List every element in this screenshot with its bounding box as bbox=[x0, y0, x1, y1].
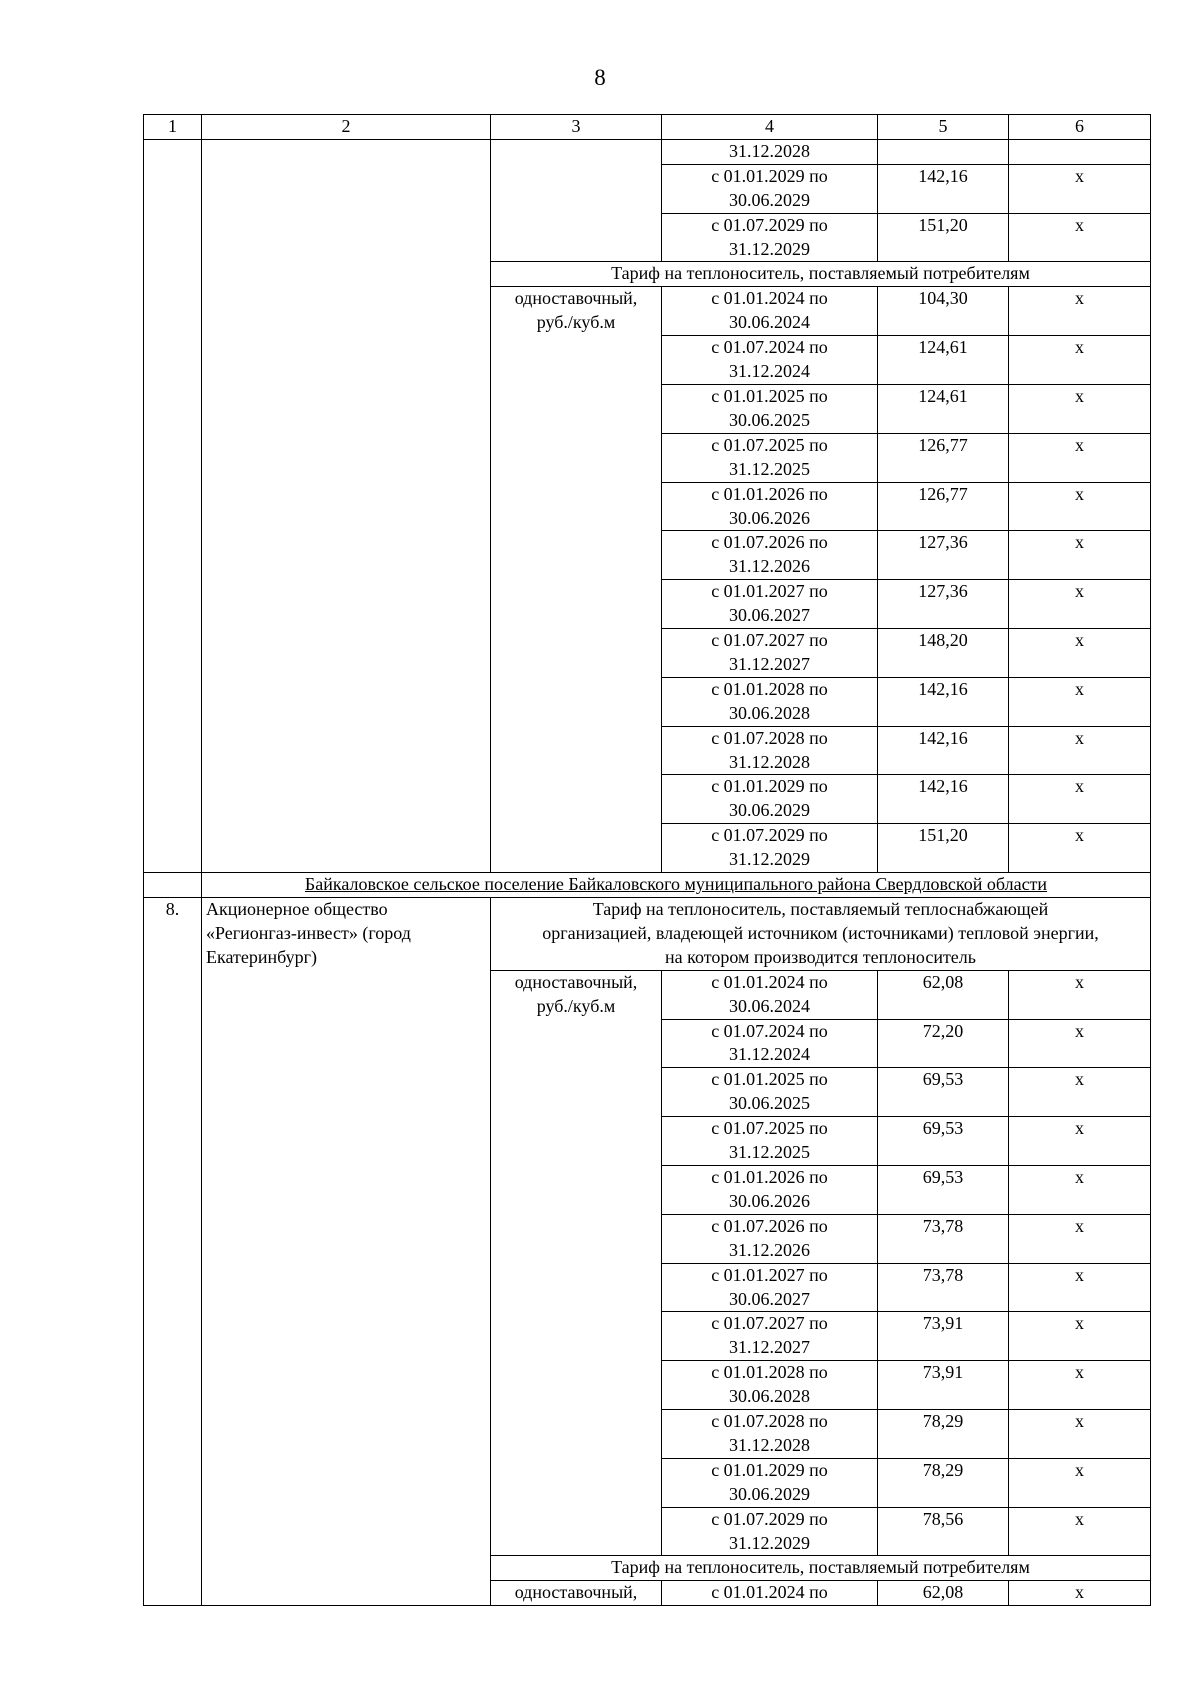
tariff-value: 124,61 bbox=[878, 384, 1009, 433]
text-line: 31.12.2028 bbox=[729, 1434, 810, 1455]
tariff-title-row bbox=[144, 898, 1151, 971]
table-body bbox=[144, 139, 1151, 1605]
column-number: 1 bbox=[144, 115, 202, 140]
mark-cell: х bbox=[1009, 775, 1151, 824]
tariff-value: 73,78 bbox=[878, 1214, 1009, 1263]
period-cell bbox=[662, 1068, 878, 1117]
text-line: с 01.07.2025 по bbox=[711, 434, 828, 455]
text-line: 31.12.2029 bbox=[729, 1532, 810, 1553]
text-line: руб./куб.м bbox=[536, 995, 616, 1016]
mark-cell: х bbox=[1009, 970, 1151, 1019]
text-line: с 01.01.2027 по bbox=[711, 581, 828, 602]
mark-cell: х bbox=[1009, 1019, 1151, 1068]
mark-cell: х bbox=[1009, 1507, 1151, 1556]
tariff-value: 72,20 bbox=[878, 1019, 1009, 1068]
period-cell bbox=[662, 775, 878, 824]
period-cell bbox=[662, 1507, 878, 1556]
period-cell bbox=[662, 384, 878, 433]
text-line: с 01.01.2024 по bbox=[711, 1582, 828, 1603]
mark-cell: х bbox=[1009, 336, 1151, 385]
text-line: с 01.07.2029 по bbox=[711, 825, 828, 846]
text-line: с 01.01.2028 по bbox=[711, 1362, 828, 1383]
text-line: с 01.07.2027 по bbox=[711, 1313, 828, 1334]
text-line: с 01.07.2024 по bbox=[711, 337, 828, 358]
text-line: с 01.01.2026 по bbox=[711, 1166, 828, 1187]
text-line: на котором производится теплоноситель bbox=[665, 946, 976, 967]
tariff-value: 69,53 bbox=[878, 1165, 1009, 1214]
text-line: организацией, владеющей источником (источниками) тепловой энергии, bbox=[542, 922, 1099, 943]
page-number: 8 bbox=[594, 65, 606, 90]
text-line: с 01.01.2028 по bbox=[711, 678, 828, 699]
text-line: с 01.01.2029 по bbox=[711, 1459, 828, 1480]
text-line: 31.12.2027 bbox=[729, 653, 810, 674]
mark-cell: х bbox=[1009, 824, 1151, 873]
rate-type-cell bbox=[491, 970, 662, 1556]
text-line: 31.12.2025 bbox=[729, 458, 810, 479]
organization-cell bbox=[202, 898, 491, 1606]
rate-type-cell bbox=[491, 139, 662, 262]
mark-cell: х bbox=[1009, 1312, 1151, 1361]
tariff-value: 78,56 bbox=[878, 1507, 1009, 1556]
column-number: 4 bbox=[662, 115, 878, 140]
text-line: 31.12.2025 bbox=[729, 1142, 810, 1163]
text-line: с 01.07.2028 по bbox=[711, 1411, 828, 1432]
period-cell bbox=[662, 1117, 878, 1166]
tariff-value bbox=[878, 139, 1009, 164]
tariff-value: 73,91 bbox=[878, 1312, 1009, 1361]
text-line: 31.12.2029 bbox=[729, 849, 810, 870]
period-cell bbox=[662, 482, 878, 531]
text-line: с 01.07.2026 по bbox=[711, 1215, 828, 1236]
rate-type-cell bbox=[491, 1581, 662, 1606]
tariff-value: 126,77 bbox=[878, 482, 1009, 531]
text-line: 31.12.2028 bbox=[729, 751, 810, 772]
tariff-value: 142,16 bbox=[878, 726, 1009, 775]
period-cell bbox=[662, 287, 878, 336]
tariff-value: 124,61 bbox=[878, 336, 1009, 385]
tariff-value: 126,77 bbox=[878, 433, 1009, 482]
text-line: 30.06.2029 bbox=[729, 189, 810, 210]
text-line: 30.06.2029 bbox=[729, 1483, 810, 1504]
period-cell bbox=[662, 336, 878, 385]
period-cell bbox=[662, 970, 878, 1019]
text-line: 30.06.2028 bbox=[729, 702, 810, 723]
tariff-value: 62,08 bbox=[878, 1581, 1009, 1606]
mark-cell: х bbox=[1009, 677, 1151, 726]
mark-cell: х bbox=[1009, 1117, 1151, 1166]
period-cell bbox=[662, 1410, 878, 1459]
period-cell bbox=[662, 1312, 878, 1361]
mark-cell: х bbox=[1009, 1165, 1151, 1214]
mark-cell: х bbox=[1009, 433, 1151, 482]
column-number: 2 bbox=[202, 115, 491, 140]
text-line: руб./куб.м bbox=[536, 312, 616, 333]
mark-cell: х bbox=[1009, 213, 1151, 262]
tariff-value: 151,20 bbox=[878, 213, 1009, 262]
tariff-value: 69,53 bbox=[878, 1117, 1009, 1166]
tariff-value: 142,16 bbox=[878, 775, 1009, 824]
section-row bbox=[144, 873, 1151, 898]
text-line: одноставочный, bbox=[514, 288, 638, 309]
period-cell bbox=[662, 1458, 878, 1507]
period-cell bbox=[662, 213, 878, 262]
period-cell bbox=[662, 1581, 878, 1606]
mark-cell: х bbox=[1009, 1581, 1151, 1606]
period-cell bbox=[662, 1361, 878, 1410]
text-line: 30.06.2025 bbox=[729, 1093, 810, 1114]
text-line: одноставочный, bbox=[514, 1582, 638, 1603]
period-cell bbox=[662, 164, 878, 213]
tariff-value: 78,29 bbox=[878, 1458, 1009, 1507]
rate-type-cell bbox=[491, 287, 662, 873]
text-line: с 01.07.2027 по bbox=[711, 630, 828, 651]
text-line: 31.12.2026 bbox=[729, 556, 810, 577]
period-cell bbox=[662, 531, 878, 580]
mark-cell: х bbox=[1009, 287, 1151, 336]
text-line: с 01.07.2024 по bbox=[711, 1020, 828, 1041]
text-line: 30.06.2026 bbox=[729, 1190, 810, 1211]
column-number: 5 bbox=[878, 115, 1009, 140]
mark-cell: х bbox=[1009, 726, 1151, 775]
mark-cell: х bbox=[1009, 164, 1151, 213]
text-line: 30.06.2028 bbox=[729, 1386, 810, 1407]
text-line: с 01.01.2029 по bbox=[711, 776, 828, 797]
mark-cell: х bbox=[1009, 580, 1151, 629]
text-line: с 01.01.2024 по bbox=[711, 971, 828, 992]
mark-cell: х bbox=[1009, 1361, 1151, 1410]
period-cell bbox=[662, 824, 878, 873]
mark-cell: х bbox=[1009, 1263, 1151, 1312]
period-cell bbox=[662, 433, 878, 482]
mark-cell: х bbox=[1009, 531, 1151, 580]
period-cell bbox=[662, 139, 878, 164]
tariff-value: 73,78 bbox=[878, 1263, 1009, 1312]
text-line: с 01.07.2028 по bbox=[711, 727, 828, 748]
mark-cell: х bbox=[1009, 482, 1151, 531]
mark-cell: х bbox=[1009, 1458, 1151, 1507]
tariff-title: Тариф на теплоноситель, поставляемый потребителям bbox=[491, 1556, 1151, 1581]
text-line: 30.06.2026 bbox=[729, 507, 810, 528]
text-line: 31.12.2026 bbox=[729, 1239, 810, 1260]
section-title: Байкаловское сельское поселение Байкаловского муниципального района Свердловской области bbox=[202, 873, 1151, 898]
tariff-value: 151,20 bbox=[878, 824, 1009, 873]
text-line: 30.06.2024 bbox=[729, 995, 810, 1016]
text-line: 30.06.2025 bbox=[729, 409, 810, 430]
text-line: 30.06.2024 bbox=[729, 312, 810, 333]
number-cell bbox=[144, 873, 202, 898]
period-cell bbox=[662, 1263, 878, 1312]
text-line: 31.12.2024 bbox=[729, 1044, 810, 1065]
mark-cell: х bbox=[1009, 1410, 1151, 1459]
text-line: с 01.01.2027 по bbox=[711, 1264, 828, 1285]
mark-cell: х bbox=[1009, 384, 1151, 433]
text-line: 30.06.2027 bbox=[729, 605, 810, 626]
text-line: с 01.01.2026 по bbox=[711, 483, 828, 504]
text-line: одноставочный, bbox=[514, 971, 638, 992]
text-line: 31.12.2024 bbox=[729, 361, 810, 382]
column-number: 3 bbox=[491, 115, 662, 140]
text-line: с 01.07.2029 по bbox=[711, 214, 828, 235]
tariff-value: 104,30 bbox=[878, 287, 1009, 336]
period-cell bbox=[662, 1019, 878, 1068]
text-line: «Регионгаз-инвест» (город bbox=[206, 922, 411, 943]
tariff-value: 69,53 bbox=[878, 1068, 1009, 1117]
tariff-value: 78,29 bbox=[878, 1410, 1009, 1459]
text-line: 30.06.2029 bbox=[729, 800, 810, 821]
tariff-value: 148,20 bbox=[878, 629, 1009, 678]
text-line: 31.12.2027 bbox=[729, 1337, 810, 1358]
tariff-value: 142,16 bbox=[878, 677, 1009, 726]
text-line: 31.12.2029 bbox=[729, 238, 810, 259]
tariff-value: 142,16 bbox=[878, 164, 1009, 213]
tariff-title: Тариф на теплоноситель, поставляемый потребителям bbox=[491, 262, 1151, 287]
tariff-value: 127,36 bbox=[878, 531, 1009, 580]
tariff-title bbox=[491, 898, 1151, 971]
tariff-value: 127,36 bbox=[878, 580, 1009, 629]
text-line: 30.06.2027 bbox=[729, 1288, 810, 1309]
entry-number: 8. bbox=[144, 898, 202, 1606]
table-row bbox=[144, 139, 1151, 164]
text-line: с 01.07.2025 по bbox=[711, 1118, 828, 1139]
text-line: с 01.07.2026 по bbox=[711, 532, 828, 553]
organization-cell bbox=[202, 139, 491, 872]
period-cell bbox=[662, 1165, 878, 1214]
text-line: с 01.01.2024 по bbox=[711, 288, 828, 309]
text-line: с 01.01.2029 по bbox=[711, 165, 828, 186]
period-cell bbox=[662, 629, 878, 678]
text-line: Екатеринбург) bbox=[206, 946, 317, 967]
text-line: Тариф на теплоноситель, поставляемый теплоснабжающей bbox=[592, 899, 1049, 919]
number-cell bbox=[144, 139, 202, 872]
column-number: 6 bbox=[1009, 115, 1151, 140]
text-line: с 01.07.2029 по bbox=[711, 1508, 828, 1529]
text-line: с 01.01.2025 по bbox=[711, 1069, 828, 1090]
tariff-table bbox=[143, 114, 1151, 1606]
text-line: 31.12.2028 bbox=[729, 140, 810, 161]
period-cell bbox=[662, 726, 878, 775]
mark-cell bbox=[1009, 139, 1151, 164]
period-cell bbox=[662, 677, 878, 726]
mark-cell: х bbox=[1009, 1068, 1151, 1117]
column-number-row bbox=[144, 115, 1151, 140]
period-cell bbox=[662, 580, 878, 629]
period-cell bbox=[662, 1214, 878, 1263]
mark-cell: х bbox=[1009, 1214, 1151, 1263]
text-line: Акционерное общество bbox=[206, 899, 388, 919]
text-line: с 01.01.2025 по bbox=[711, 385, 828, 406]
tariff-value: 62,08 bbox=[878, 970, 1009, 1019]
tariff-value: 73,91 bbox=[878, 1361, 1009, 1410]
mark-cell: х bbox=[1009, 629, 1151, 678]
